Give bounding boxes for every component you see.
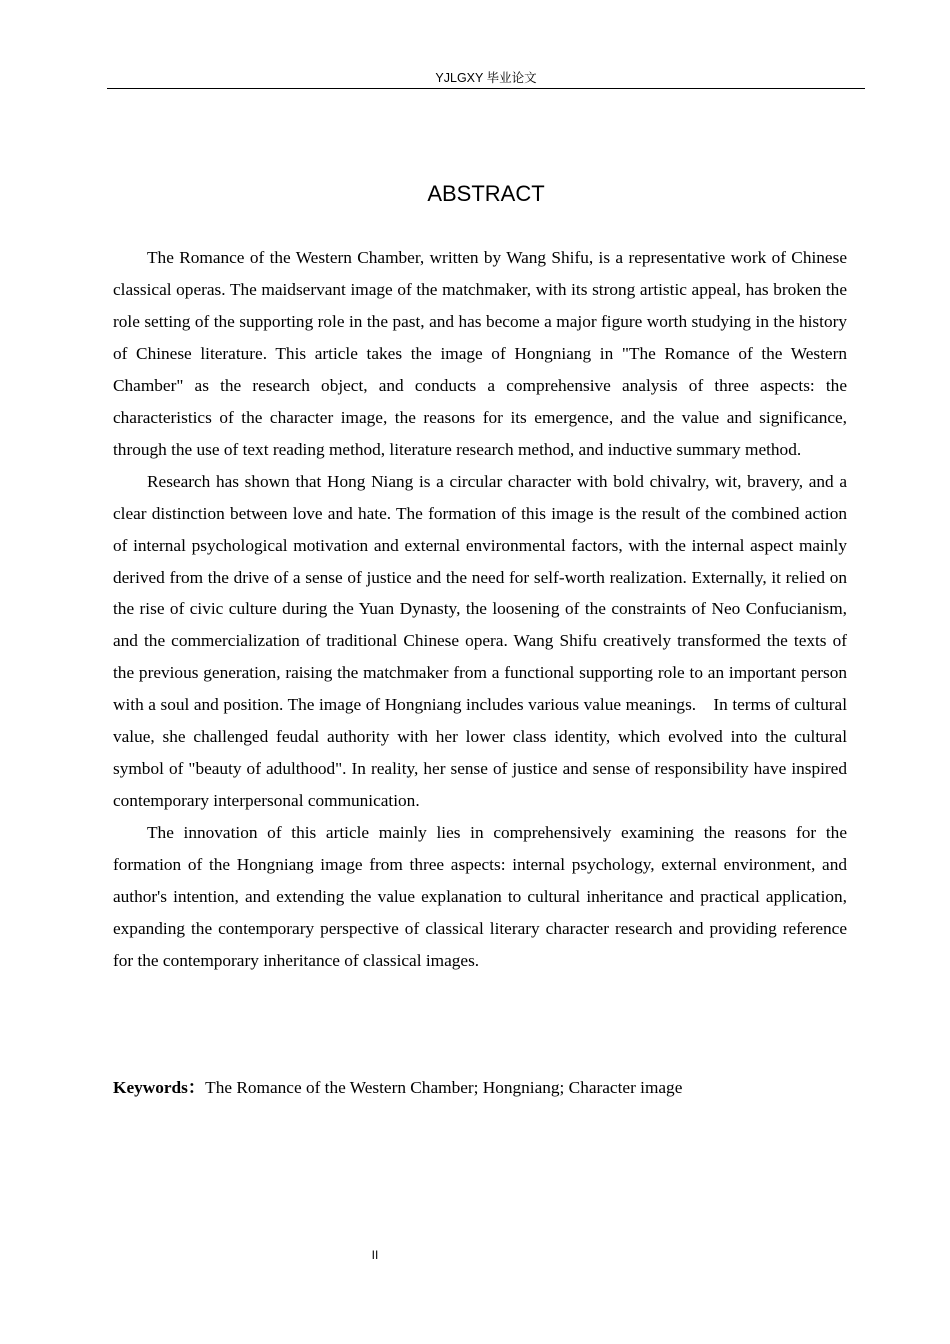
abstract-body (113, 242, 847, 977)
header-text: YJLGXY 毕业论文 (435, 71, 537, 85)
abstract-title: ABSTRACT (427, 181, 545, 206)
keywords-value: The Romance of the Western Chamber; Hongniang; Character image (205, 1078, 683, 1097)
page-number: II (371, 1248, 379, 1262)
page-header (107, 70, 865, 89)
keywords-label: Keywords： (113, 1078, 206, 1097)
abstract-paragraph-2: Research has shown that Hong Niang is a circular character with bold chivalry, wit, bravery, and a clear distinction between love and hate. The formation of this image is the result of the combined action of internal psychological motivation and external environmental factors, with the internal aspect mainly derived from the drive of a sense of justice and the need for self-worth realization. Externally, it relied on the rise of civic culture during the Yuan Dynasty, the loosening of the constraints of Neo Confucianism, and the commercialization of traditional Chinese opera. Wang Shifu creatively transformed the texts of the previous generation, raising the matchmaker from a functional supporting role to an important person with a soul and position. The image of Hongniang includes various value meanings. In terms of cultural value, she challenged feudal authority with her lower class identity, which evolved into the cultural symbol of "beauty of adulthood". In reality, her sense of justice and sense of responsibility have inspired contemporary interpersonal communication. (113, 471, 847, 811)
abstract-paragraph-1: The Romance of the Western Chamber, written by Wang Shifu, is a representative work of Chinese classical operas. The maidservant image of the matchmaker, with its strong artistic appeal, has broken the role setting of the supporting role in the past, and has become a major figure worth studying in the history of Chinese literature. This article takes the image of Hongniang in "The Romance of the Western Chamber" as the research object, and conducts a comprehensive analysis of three aspects: the characteristics of the character image, the reasons for its emergence, and the value and significance, through the use of text reading method, literature research method, and inductive summary method. (113, 248, 847, 459)
abstract-paragraph-3: The innovation of this article mainly lies in comprehensively examining the reasons for the formation of the Hongniang image from three aspects: internal psychology, external environment, and author's intention, and extending the value explanation to cultural inheritance and practical application, expanding the contemporary perspective of classical literary character research and providing reference for the contemporary inheritance of classical images. (113, 823, 847, 970)
keywords-line (113, 1072, 847, 1104)
